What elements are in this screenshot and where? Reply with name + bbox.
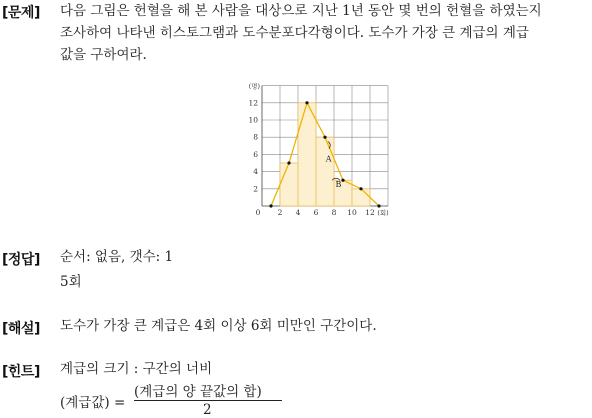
histogram-bar	[352, 189, 370, 206]
annotation-b: B	[335, 180, 342, 190]
answer-meta: 순서: 없음, 갯수: 1	[60, 249, 174, 265]
y-tick-label: 4	[253, 167, 258, 177]
x-tick-label: 0	[255, 208, 261, 216]
answer-tag: [정답]	[2, 252, 40, 268]
x-tick-label: 8	[331, 208, 337, 216]
histogram-bar	[280, 163, 298, 206]
polygon-point	[323, 136, 326, 139]
y-tick-label: 6	[253, 149, 258, 159]
x-tick-label: 4	[295, 208, 301, 216]
formula-denominator: 2	[203, 402, 212, 418]
hint-line-1: 계급의 크기 : 구간의 너비	[60, 361, 213, 377]
formula-numerator: (계급의 양 끝값의 합)	[134, 384, 262, 400]
x-tick-label: 2	[277, 208, 283, 216]
explanation-tag: [해설]	[2, 321, 40, 337]
y-tick-label: 8	[253, 132, 258, 142]
histogram-chart	[240, 68, 410, 216]
formula-lhs: (계급값) =	[60, 395, 126, 411]
polygon-point	[305, 101, 308, 104]
histogram-bar	[316, 137, 334, 206]
formula-bar	[134, 400, 282, 401]
x-tick-label: 12	[365, 208, 375, 216]
polygon-point	[269, 204, 272, 207]
polygon-point	[341, 179, 344, 182]
y-tick-label: 10	[248, 115, 258, 125]
x-tick-label: 6	[313, 208, 319, 216]
y-tick-label: 2	[253, 184, 258, 194]
problem-tag: [문제]	[2, 5, 40, 21]
annotation-a: A	[325, 154, 332, 164]
histogram-bar	[298, 103, 316, 206]
x-unit-label: (회)	[377, 209, 389, 216]
problem-line-3: 값을 구하여라.	[60, 47, 147, 63]
polygon-point	[377, 204, 380, 207]
polygon-point	[359, 187, 362, 190]
problem-line-1: 다음 그림은 헌혈을 해 본 사람을 대상으로 지난 1년 동안 몇 번의 헌혈을 하였는지	[60, 3, 542, 19]
y-unit-label: (명)	[248, 82, 260, 91]
x-tick-label: 10	[347, 208, 357, 216]
explanation-text: 도수가 가장 큰 계급은 4회 이상 6회 미만인 구간이다.	[60, 318, 377, 334]
polygon-point	[287, 161, 290, 164]
answer-value: 5회	[60, 274, 82, 290]
hint-tag: [힌트]	[2, 364, 40, 380]
y-tick-label: 12	[248, 98, 258, 108]
problem-line-2: 조사하여 나타낸 히스토그램과 도수분포다각형이다. 도수가 가장 큰 계급의 계급	[60, 25, 529, 41]
